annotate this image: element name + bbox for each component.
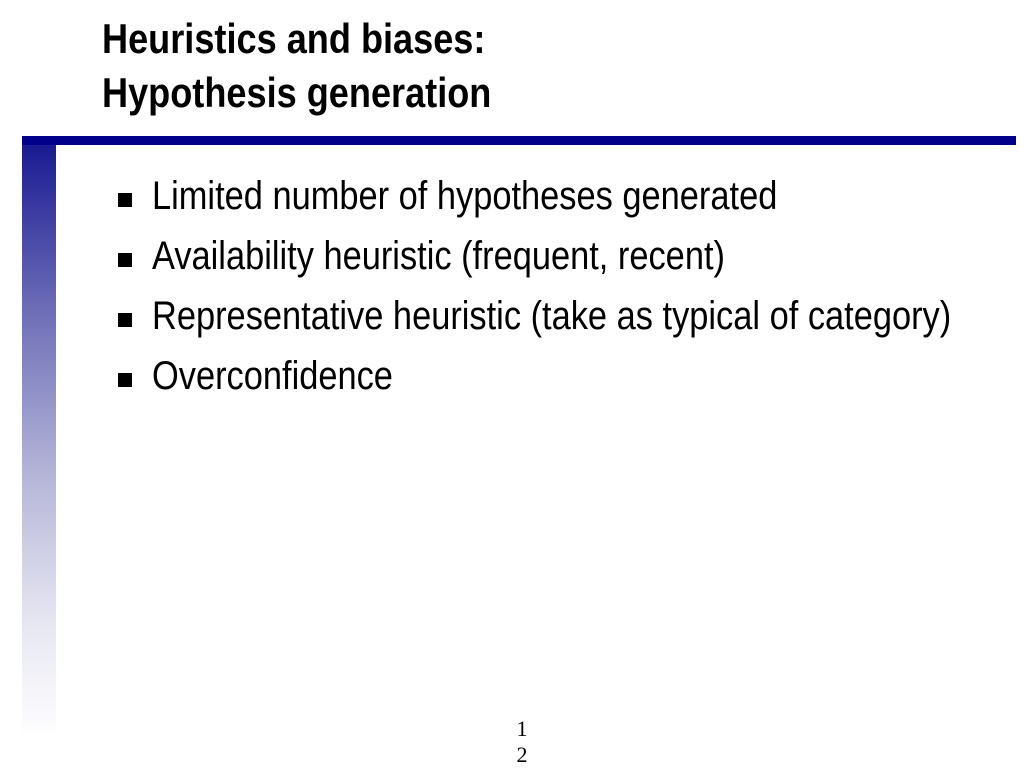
slide-title: [102, 12, 491, 120]
bullet-text: Overconfidence: [152, 354, 393, 398]
bullet-text: Limited number of hypotheses generated: [152, 174, 778, 218]
bullet-item: [116, 292, 996, 340]
square-bullet-icon: [118, 193, 132, 207]
bullet-item: [116, 232, 996, 280]
bullet-list: [116, 172, 996, 412]
bullet-text: Representative heuristic (take as typical of category): [152, 294, 952, 338]
square-bullet-icon: [118, 313, 132, 327]
square-bullet-icon: [118, 253, 132, 267]
page-number-line-2: 2: [516, 742, 528, 767]
slide-title-line-2: Hypothesis generation: [102, 69, 492, 116]
bullet-item: [116, 352, 996, 400]
page-number: [512, 716, 532, 768]
bullet-item: [116, 172, 996, 220]
side-gradient-bar: [22, 145, 56, 740]
title-rule: [22, 136, 1016, 145]
slide-title-line-1: Heuristics and biases:: [102, 15, 486, 62]
bullet-text: Availability heuristic (frequent, recent): [152, 234, 725, 278]
page-number-line-1: 1: [516, 716, 528, 741]
square-bullet-icon: [118, 373, 132, 387]
